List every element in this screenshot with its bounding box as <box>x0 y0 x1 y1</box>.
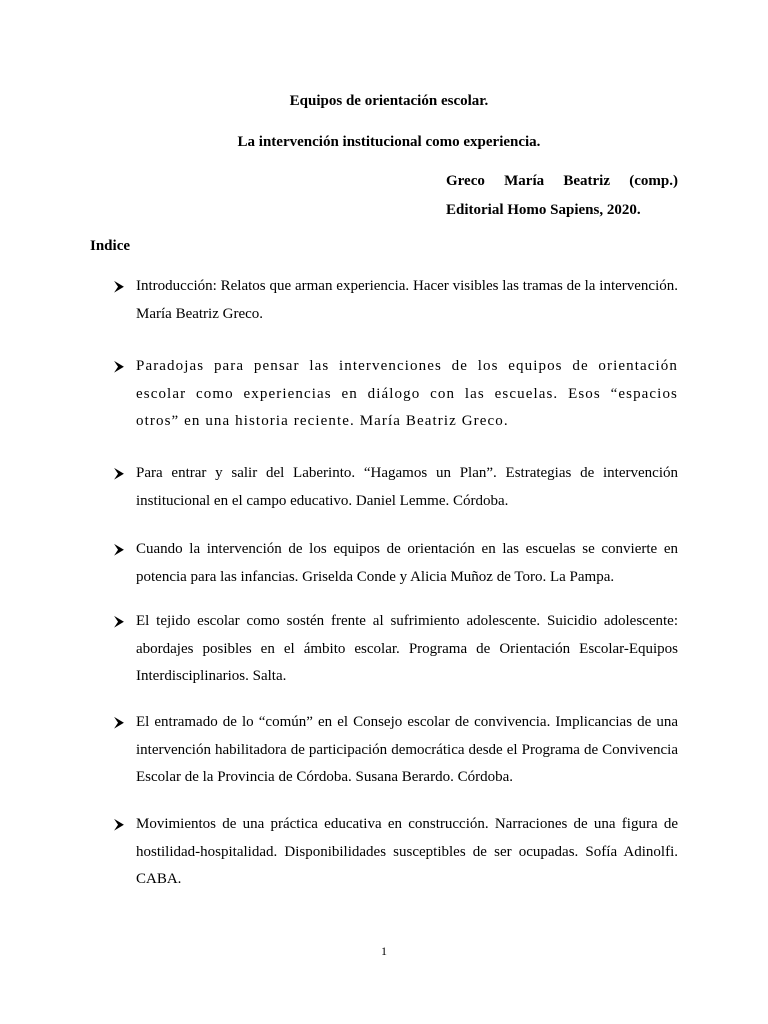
page-number: 1 <box>381 944 387 958</box>
index-entry <box>112 536 678 591</box>
document-title: Equipos de orientación escolar. <box>289 93 489 109</box>
index-entry-text: Movimientos de una práctica educativa en construcción. Narraciones de una figura de hostilidad-hospitalidad. Disponibilidades susceptibles de ser ocupadas. Sofía Adinolfi. CABA. <box>136 816 678 887</box>
arrowhead-bullet-icon <box>112 460 126 488</box>
arrowhead-bullet-icon <box>112 709 126 737</box>
arrowhead-bullet-icon <box>112 608 126 636</box>
index-entry-text: El tejido escolar como sostén frente al sufrimiento adolescente. Suicidio adolescente: abordajes posibles en el ámbito escolar. Programa de Orientación Escolar-Equipos Interdisciplinarios. Salta. <box>136 613 678 684</box>
publisher-credit: Editorial Homo Sapiens, 2020. <box>446 202 641 218</box>
document-subtitle: La intervención institucional como experiencia. <box>237 134 541 150</box>
index-entry <box>112 811 678 894</box>
index-entry-text: Para entrar y salir del Laberinto. “Hagamos un Plan”. Estrategias de intervención institucional en el campo educativo. Daniel Lemme. Córdoba. <box>136 465 678 509</box>
index-entry <box>112 273 678 328</box>
index-heading: Indice <box>90 238 131 254</box>
index-entry <box>112 460 678 515</box>
index-entry-text: Cuando la intervención de los equipos de orientación en las escuelas se convierte en potencia para las infancias. Griselda Conde y Alicia Muñoz de Toro. La Pampa. <box>136 541 678 585</box>
index-entry <box>112 709 678 792</box>
index-entry-text: Paradojas para pensar las intervenciones de los equipos de orientación escolar como experiencias en diálogo con las escuelas. Esos “espacios otros” en una historia reciente. María Beatriz Greco. <box>136 358 678 429</box>
index-entry-text: Introducción: Relatos que arman experiencia. Hacer visibles las tramas de la intervención. María Beatriz Greco. <box>136 278 678 322</box>
index-entry <box>112 353 678 436</box>
index-entry <box>112 608 678 691</box>
arrowhead-bullet-icon <box>112 273 126 301</box>
index-entry-text: El entramado de lo “común” en el Consejo escolar de convivencia. Implicancias de una intervención habilitadora de participación democrática desde el Programa de Convivencia Escolar de la Provincia de Córdoba. Susana Berardo. Córdoba. <box>136 714 678 785</box>
arrowhead-bullet-icon <box>112 536 126 564</box>
arrowhead-bullet-icon <box>112 811 126 839</box>
author-credit: Greco María Beatriz (comp.) <box>446 173 678 189</box>
arrowhead-bullet-icon <box>112 353 126 381</box>
